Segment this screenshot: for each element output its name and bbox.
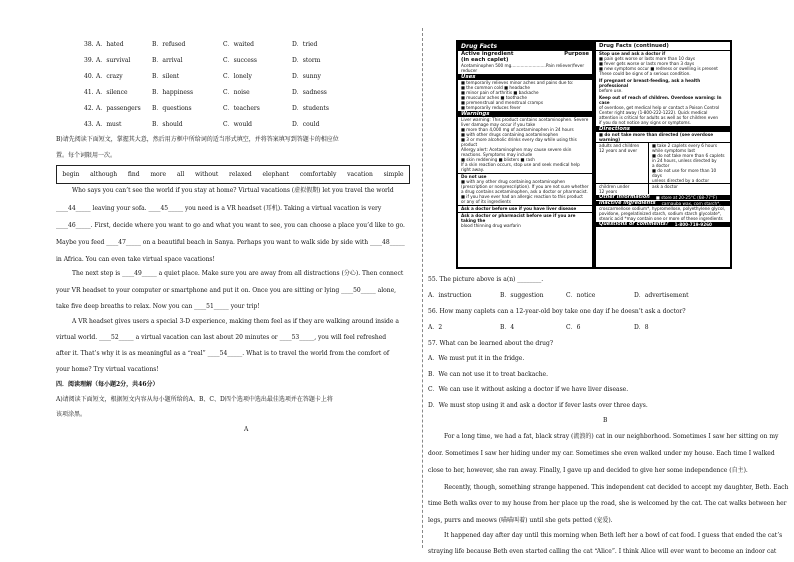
other-info-line: ■ store at 20-25°C (68-77°F) xyxy=(655,195,718,200)
uses-line: ■ minor pain of arthritis ■ backache xyxy=(461,90,539,95)
q40-number: 40. xyxy=(84,73,94,80)
passage-line: Recently, though, something strange happened. This independent cat decided to accept my daughter, Beth. Each xyxy=(444,484,789,491)
q57-stem: 57. What can be learned about the drug? xyxy=(428,340,554,347)
section-four-instructions-cont: 该项涂黑。 xyxy=(56,411,87,418)
inactive-ingredients-line: povidone, pregelatinized starch, sodium starch glycolate*, xyxy=(599,211,722,216)
passage-a-label: A xyxy=(244,426,249,433)
q41-number: 41. xyxy=(84,89,94,96)
q56-option-a[interactable]: A．2 xyxy=(428,324,443,331)
inactive-ingredients-line: carnauba wax, corn starch*, xyxy=(661,201,721,206)
warning-line: liver damage may occur if you take xyxy=(461,122,536,127)
q39-option-b[interactable]: B．arrival xyxy=(152,57,183,64)
ask-doctor-line: Ask a doctor before use if you have liver disease xyxy=(461,206,577,211)
q41-option-c[interactable]: C．noise xyxy=(223,89,250,96)
overdose-line: Center right away (1-800-222-1222). Quick medical xyxy=(599,110,708,115)
q57-option-d[interactable]: D．We must stop using it and ask a doctor if fever lasts over three days. xyxy=(428,402,648,409)
word-item: more xyxy=(150,171,167,178)
uses-line: ■ muscular aches ■ toothache xyxy=(461,95,528,100)
passage-line: door. Sometimes I saw her hiding under my car. Sometimes she even walked under my house. Each time I walked xyxy=(428,450,775,457)
purpose-heading: Purpose xyxy=(564,51,589,57)
warning-line: Allergy alert: Acetaminophen may cause severe skin xyxy=(461,147,572,152)
passage-line: The next step is ____49_____ a quiet place. Make sure you are away from all distractions (分心). Then connect xyxy=(72,270,404,277)
overdose-line: attention is critical for adults as well as for children even xyxy=(599,115,719,120)
q57-option-c[interactable]: C．We can use it without asking a doctor if we have liver disease. xyxy=(428,386,629,393)
ask-pharmacist-line: blood thinning drug warfarin xyxy=(461,223,521,228)
drug-facts-continued-title: Drug Facts (continued) xyxy=(596,42,730,51)
q56-option-d[interactable]: D．8 xyxy=(634,324,649,331)
passage-line: take five deep breaths to relax. Now you can ____51_____ your trip! xyxy=(56,303,260,310)
active-ingredient-heading: Active ingredient xyxy=(461,51,514,57)
q40-option-d[interactable]: D．sunny xyxy=(292,73,321,80)
warning-line: ■ with other drugs containing acetaminophen xyxy=(461,132,559,137)
passage-line: ____46_____. First, decide where you want to go and what you want to see, you can choose a place you’d like to go. xyxy=(56,222,405,229)
warnings-heading: Warnings xyxy=(458,111,592,117)
warning-line: ■ 3 or more alcoholic drinks every day while using this product xyxy=(461,137,577,147)
section-four-heading: 四．阅读理解（每小题2分，共46分） xyxy=(56,381,159,388)
do-not-use-line: a drug contains acetaminophen, ask a doctor or pharmacist. xyxy=(461,189,588,194)
passage-line: For a long time, we had a fat, black stray (流浪的) cat in our neighborhood. Sometimes I saw her sitting on my xyxy=(444,433,779,440)
drug-facts-panel-left xyxy=(456,40,594,269)
warning-line: reactions. Symptoms may include xyxy=(461,152,533,157)
q41-option-a[interactable]: A．silence xyxy=(96,89,128,96)
q55-stem: 55. The picture above is a(n) ________. xyxy=(428,276,544,283)
passage-line: straying life because Beth even started calling the cat “Alice”. I think Alice will ever want to become an indoor cat xyxy=(428,548,777,555)
q55-option-b[interactable]: B．suggestion xyxy=(500,292,544,299)
word-item: simple xyxy=(383,171,404,178)
q41-option-d[interactable]: D．sadness xyxy=(292,89,327,96)
do-not-use-line: ■ if you have ever had an allergic reaction to this product xyxy=(461,194,583,199)
q40-option-b[interactable]: B．silent xyxy=(152,73,180,80)
passage-line: Maybe you feed ____47_____ on a beautiful beach in Sanya. Perhaps you want to walk side by side with ____48_____ xyxy=(56,239,405,246)
q39-option-a[interactable]: A．survival xyxy=(96,57,131,64)
passage-line: after it. That’s why it is as meaningful as a “real” ____54_____. What is to travel the world from the comfort of xyxy=(56,350,390,357)
q42-option-d[interactable]: D．students xyxy=(292,105,329,112)
passage-line: A VR headset gives users a special 3-D experience, making them feel as if they are walking around inside a xyxy=(72,318,399,325)
q39-option-c[interactable]: C．success xyxy=(223,57,257,64)
q57-option-a[interactable]: A．We must put it in the fridge. xyxy=(428,355,525,362)
directions-child-label: 12 years xyxy=(599,189,618,194)
overdose-line: if you do not notice any signs or symptoms. xyxy=(599,120,691,125)
directions-child-row xyxy=(596,184,730,194)
word-item: all xyxy=(176,171,185,178)
q38-number: 38. xyxy=(84,41,94,48)
q40-option-c[interactable]: C．lonely xyxy=(223,73,252,80)
section-b-instructions-cont: 置。每个词限用一次。 xyxy=(56,152,117,159)
stop-use-line: These could be signs of a serious condition. xyxy=(599,71,691,76)
other-info-heading: Other information xyxy=(599,194,650,200)
active-ingredient-line: Acetaminophen 500 mg..........................Pain reliever/fever reducer xyxy=(461,63,585,73)
inactive-ingredients-line: croscarmellose sodium*, hypromellose, polyethylene glycol, xyxy=(599,206,725,211)
q55-option-c[interactable]: C．notice xyxy=(566,292,596,299)
uses-line: ■ the common cold ■ headache xyxy=(461,85,530,90)
directions-adult-line: ■ do not take more than 6 caplets xyxy=(652,153,725,158)
section-four-instructions: A)请阅读下面短文，根据短文内容从每小题所给的A、B、C、D四个选项中选出最佳选项并在答题卡上将 xyxy=(56,396,333,403)
q55-option-a[interactable]: A．instruction xyxy=(428,292,472,299)
passage-line: It happened day after day until this morning when Beth left her a bowl of cat food. I guess that ended the cat’s xyxy=(444,532,783,539)
warning-line: ■ more than 4,000 mg of acetaminophen in 24 hours xyxy=(461,127,574,132)
word-item: find xyxy=(127,171,140,178)
stop-use-line: ■ fever gets worse or lasts more than 3 days xyxy=(599,61,695,66)
q43-option-a[interactable]: A．must xyxy=(96,121,122,128)
directions-adult-line: ■ do not use for more than 10 days xyxy=(652,168,717,178)
directions-warning: ■ do not take more than directed (see overdose warning) xyxy=(596,132,730,143)
directions-adult-line: ■ take 2 caplets every 6 hours xyxy=(652,143,718,148)
directions-adult-line: while symptoms last xyxy=(652,148,696,153)
q43-number: 43. xyxy=(84,121,94,128)
passage-line: legs, purrs and meows (喵喵叫着) until she gets petted (宠爱). xyxy=(428,517,613,524)
passage-b-label: B xyxy=(603,417,608,424)
word-item: relaxed xyxy=(229,171,252,178)
warning-line: right away. xyxy=(461,167,484,172)
warning-line: Liver warning: This product contains acetaminophen. Severe xyxy=(461,117,589,122)
q42-option-c[interactable]: C．teachers xyxy=(223,105,260,112)
inactive-ingredients-line: stearic acid *may contain one or more of these ingredients xyxy=(599,216,723,221)
q38-option-c[interactable]: C．waited xyxy=(223,41,255,48)
directions-adult-line: a doctor xyxy=(652,163,670,168)
passage-line: time Beth walks over to my house from her place up the road, she is welcomed by the cat. The cat walks between her xyxy=(428,500,787,507)
q56-stem: 56. How many caplets can a 12-year-old boy take one day if he doesn’t ask a doctor? xyxy=(428,308,686,315)
q43-option-b[interactable]: B．should xyxy=(152,121,183,128)
q38-option-b[interactable]: B．refused xyxy=(152,41,186,48)
directions-adult-label: 12 years and over xyxy=(599,148,638,153)
column-divider xyxy=(422,28,423,548)
uses-heading: Uses xyxy=(458,74,592,80)
stop-use-line: ■ new symptoms occur ■ redness or swelling is present xyxy=(599,66,718,71)
do-not-use-line: ■ with any other drug containing acetaminophen xyxy=(461,179,566,184)
q40-option-a[interactable]: A．crazy xyxy=(96,73,123,80)
q56-option-c[interactable]: C．6 xyxy=(566,324,581,331)
directions-adult-line: in 24 hours, unless directed by xyxy=(652,158,717,163)
questions-phone: 1-800-719-9260 xyxy=(674,222,712,227)
inactive-ingredients-heading: Inactive ingredients xyxy=(599,200,656,206)
passage-line: Who says you can’t see the world if you stay at home? Virtual vacations (虚拟假期) let you travel the world xyxy=(72,187,394,194)
overdose-line: Keep out of reach of children. Overdose warning: In case xyxy=(599,95,722,105)
warning-line: ■ skin reddening ■ blisters ■ rash xyxy=(461,157,535,162)
q39-option-d[interactable]: D．storm xyxy=(292,57,321,64)
section-b-instructions: B)请先阅读下面短文，掌握其大意，然后用方框中所给词的适当形式填空，并将答案填写到答题卡的相应位 xyxy=(56,136,339,143)
passage-line: your VR headset to your computer or smartphone and put it on. Once you are sitting or lying ____50_____ alone, xyxy=(56,287,397,294)
q43-option-d[interactable]: D．could xyxy=(292,121,320,128)
passage-line: virtual world. ____52_____ a virtual vacation can last about 20 minutes or ____53_____, you will feel refreshed xyxy=(56,334,387,341)
q56-option-b[interactable]: B．4 xyxy=(500,324,515,331)
active-ingredient-sub: (in each caplet) xyxy=(461,57,509,63)
stop-use-heading: Stop use and ask a doctor if xyxy=(599,51,666,56)
directions-child-label: children under xyxy=(599,184,630,189)
pregnancy-line: If pregnant or breast-feeding, ask a health professional xyxy=(599,78,701,88)
q42-option-a[interactable]: A．passengers xyxy=(96,105,141,112)
uses-line: ■ premenstrual and menstrual cramps xyxy=(461,100,544,105)
word-item: although xyxy=(90,171,118,178)
word-item: without xyxy=(195,171,219,178)
uses-line: ■ temporarily reduces fever xyxy=(461,105,521,110)
do-not-use-line: (prescription or nonprescription). If you are not sure whether xyxy=(461,184,589,189)
overdose-line: of overdose, get medical help or contact a Poison Control xyxy=(599,105,720,110)
q55-option-d[interactable]: D．advertisement xyxy=(634,292,689,299)
directions-heading: Directions xyxy=(596,126,730,132)
word-item: begin xyxy=(62,171,80,178)
pregnancy-line: before use. xyxy=(599,88,623,93)
do-not-use-heading: Do not use xyxy=(461,174,487,179)
warning-line: If a skin reaction occurs, stop use and seek medical help xyxy=(461,162,580,167)
directions-child-line: ask a doctor xyxy=(652,184,678,189)
do-not-use-line: or any of its ingredients xyxy=(461,199,511,204)
word-item: comfortably xyxy=(299,171,337,178)
q41-option-b[interactable]: B．happiness xyxy=(152,89,194,96)
passage-line: your home? Try virtual vacations! xyxy=(56,366,159,373)
q42-option-b[interactable]: B．questions xyxy=(152,105,192,112)
directions-adult-line: unless directed by a doctor xyxy=(652,178,710,183)
word-box xyxy=(56,165,410,184)
questions-heading: Questions or comments? xyxy=(599,221,669,227)
passage-line: close to her, however, she ran away. Finally, I gave up and decided to give her some independence (自主). xyxy=(428,467,748,474)
q57-option-b[interactable]: B．We can not use it to treat backache. xyxy=(428,371,549,378)
q38-option-a[interactable]: A．hated xyxy=(96,41,124,48)
ask-pharmacist-line: Ask a doctor or pharmacist before use if you are taking the xyxy=(461,213,576,223)
q43-option-c[interactable]: C．would xyxy=(223,121,252,128)
drug-facts-title: Drug Facts xyxy=(458,42,592,51)
q39-number: 39. xyxy=(84,57,94,64)
directions-adult-row xyxy=(596,143,730,184)
stop-use-line: ■ pain gets worse or lasts more than 10 days xyxy=(599,56,696,61)
drug-facts-panel-right xyxy=(594,40,732,269)
passage-line: ____44_____ leaving your sofa. ____45_____ you need is a VR headset (耳机). Taking a virtual vacation is very xyxy=(56,205,382,212)
word-item: elephant xyxy=(262,171,290,178)
q42-number: 42. xyxy=(84,105,94,112)
passage-line: in Africa. You can even take virtual space vacations! xyxy=(56,256,215,263)
word-item: vacation xyxy=(347,171,373,178)
q38-option-d[interactable]: D．tried xyxy=(292,41,318,48)
directions-adult-label: adults and children xyxy=(599,143,640,148)
uses-line: ■ temporarily relieves minor aches and pains due to: xyxy=(461,80,574,85)
